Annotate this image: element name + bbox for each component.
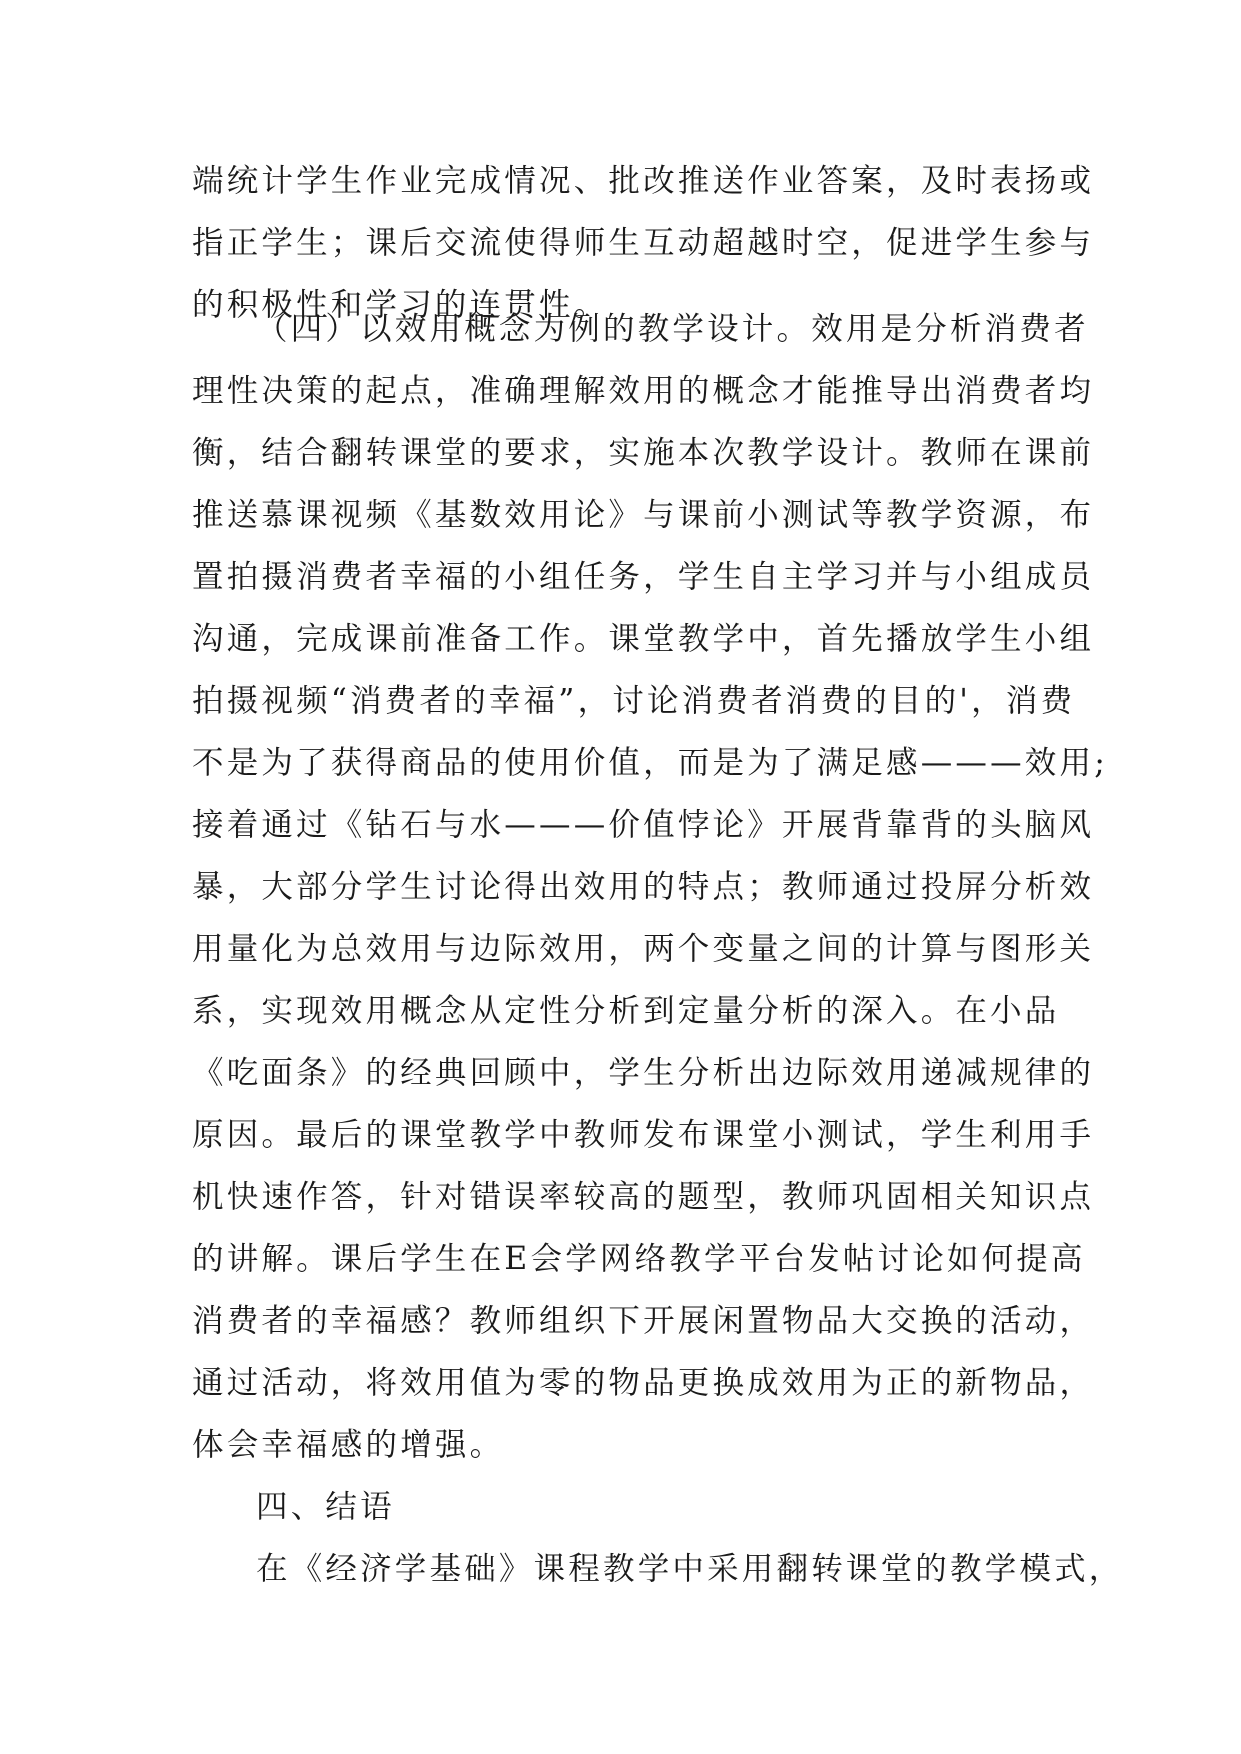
text-line: 接着通过《钻石与水———价值悖论》开展背靠背的头脑风 (192, 807, 1095, 843)
paragraph-teaching-design (192, 298, 1109, 1476)
section-heading-text: 四、结语 (256, 1489, 395, 1525)
text-line: 在《经济学基础》课程教学中采用翻转课堂的教学模式， (256, 1551, 1124, 1587)
text-line: 的积极性和学习的连贯性。 (192, 287, 609, 323)
text-line: 端统计学生作业完成情况、批改推送作业答案，及时表扬或 (192, 163, 1095, 199)
text-line: 拍摄视频“消费者的幸福”，讨论消费者消费的目的'，消费 (192, 683, 1076, 719)
text-line: 理性决策的起点，准确理解效用的概念才能推导出消费者均 (192, 373, 1095, 409)
paragraph-conclusion (192, 1538, 1124, 1600)
text-line: 指正学生；课后交流使得师生互动超越时空，促进学生参与 (192, 225, 1095, 261)
text-line: 原因。最后的课堂教学中教师发布课堂小测试，学生利用手 (192, 1117, 1095, 1153)
text-line: 机快速作答，针对错误率较高的题型，教师巩固相关知识点 (192, 1179, 1095, 1215)
text-line: （四）以效用概念为例的教学设计。效用是分析消费者 (256, 311, 1089, 347)
text-line: 系，实现效用概念从定性分析到定量分析的深入。在小品 (192, 993, 1060, 1029)
text-line: 消费者的幸福感？教师组织下开展闲置物品大交换的活动， (192, 1303, 1095, 1339)
text-line: 推送慕课视频《基数效用论》与课前小测试等教学资源，布 (192, 497, 1095, 533)
text-line: 体会幸福感的增强。 (192, 1427, 505, 1463)
text-line: 通过活动，将效用值为零的物品更换成效用为正的新物品， (192, 1365, 1095, 1401)
text-line: 不是为了获得商品的使用价值，而是为了满足感———效用; (192, 745, 1109, 781)
section-heading (192, 1476, 1052, 1538)
text-line: 用量化为总效用与边际效用，两个变量之间的计算与图形关 (192, 931, 1095, 967)
text-line: 沟通，完成课前准备工作。课堂教学中，首先播放学生小组 (192, 621, 1095, 657)
text-line: 衡，结合翻转课堂的要求，实施本次教学设计。教师在课前 (192, 435, 1095, 471)
text-line: 《吃面条》的经典回顾中，学生分析出边际效用递减规律的 (192, 1055, 1095, 1091)
text-line: 的讲解。课后学生在E会学网络教学平台发帖讨论如何提高 (192, 1241, 1086, 1277)
text-line: 暴，大部分学生讨论得出效用的特点；教师通过投屏分析效 (192, 869, 1095, 905)
text-line: 置拍摄消费者幸福的小组任务，学生自主学习并与小组成员 (192, 559, 1095, 595)
